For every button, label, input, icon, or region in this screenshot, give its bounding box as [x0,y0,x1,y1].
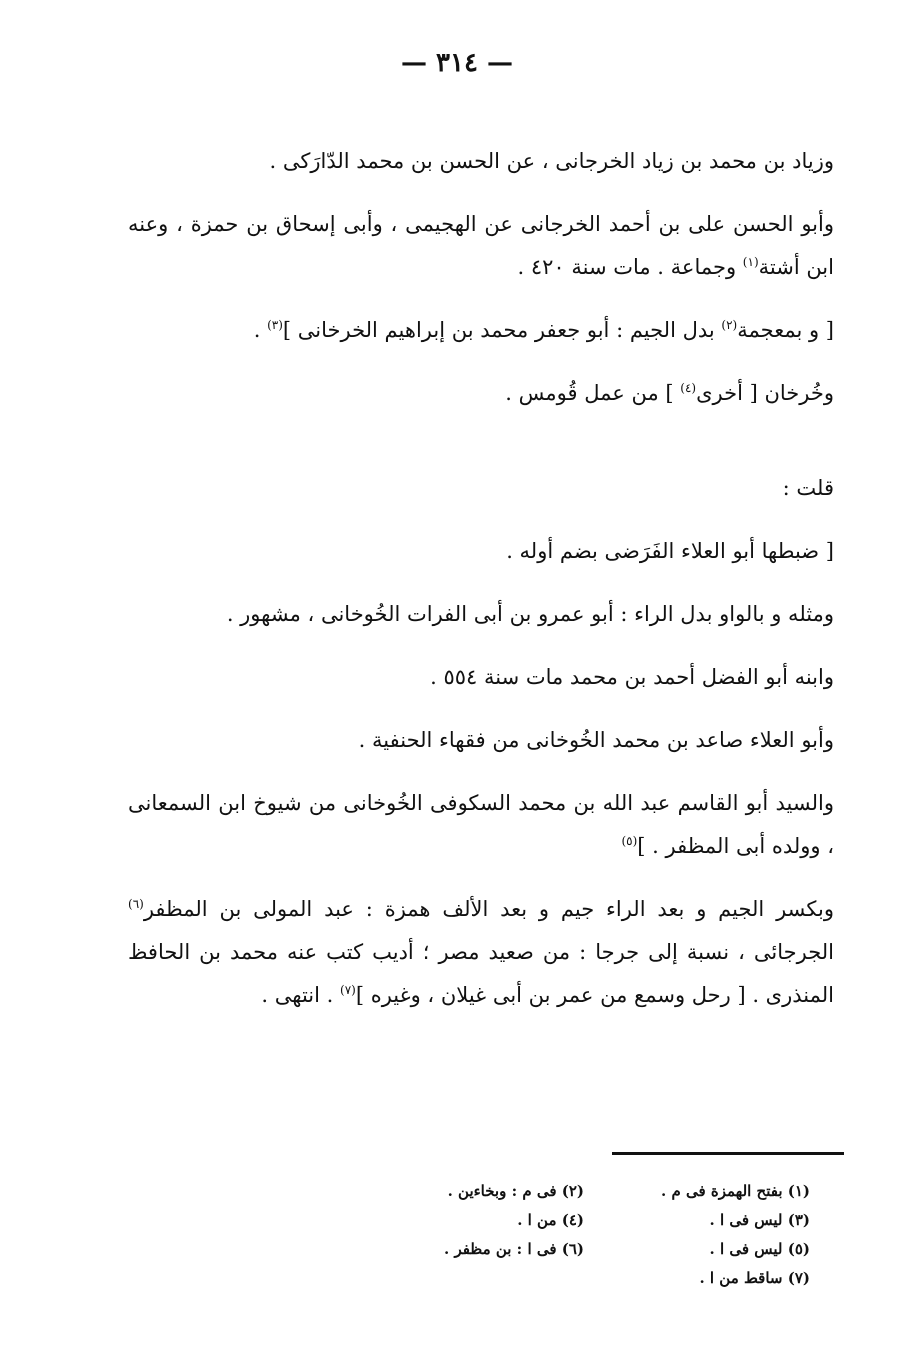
footnote-marker: (١) [742,255,759,269]
footnote-divider [612,1152,844,1155]
footnote-marker: (٤) [680,381,697,395]
section-heading [128,467,834,510]
paragraph-text: وأبو الحسن على بن أحمد الخرجانى عن الهجيمى ، وأبى إسحاق بن حمزة ، وعنه ابن أشتة [128,212,834,279]
footnote-row [300,1265,810,1291]
footnote-marker: (٦) [128,897,144,911]
footnote: (٧) ساقط من ا . [699,1269,810,1287]
paragraph [128,782,834,868]
footnote-marker: (٥) [621,834,638,848]
footnote-row [300,1178,810,1204]
footnote-marker: (٣) [267,318,283,332]
paragraph [128,140,834,183]
footnote: (١) بفتح الهمزة فى م . [661,1182,810,1200]
paragraph [128,719,834,762]
paragraph-text: . انتهى . [261,983,340,1007]
paragraph-text: وجماعة . مات سنة ٤٢٠ . [517,255,743,279]
footnote-row [300,1236,810,1262]
paragraph-text: . [253,318,268,342]
paragraph-text: [ و بمعجمة [737,318,834,342]
paragraph-text: بدل الجيم : أبو جعفر محمد بن إبراهيم الخرخانى ] [282,318,722,342]
paragraph-text: وبكسر الجيم و بعد الراء جيم و بعد الألف همزة : عبد المولى بن المظفر [143,897,834,921]
paragraph-text: وخُرخان [ أخرى [696,381,834,405]
footnote: (٢) فى م : وبخاءين . [447,1182,584,1200]
paragraph-text: والسيد أبو القاسم عبد الله بن محمد السكوفى الخُوخانى من شيوخ ابن السمعانى ، وولده أبى المظفر . ] [128,791,834,858]
paragraph [128,372,834,415]
page-number: — ٣١٤ — [400,48,514,78]
paragraph-text: وزياد بن محمد بن زياد الخرجانى ، عن الحسن بن محمد الدّارَكى . [269,149,834,173]
footnote: (٣) ليس فى ا . [709,1211,810,1229]
paragraph [128,530,834,573]
section-gap [128,435,834,467]
paragraph-text: ] من عمل قُومس . [505,381,681,405]
main-text [128,140,834,1037]
paragraph [128,593,834,636]
paragraph [128,203,834,289]
footnote-marker: (٧) [340,983,356,997]
footnote: (٥) ليس فى ا . [709,1240,810,1258]
footnote [304,1265,584,1291]
paragraph-text: الجرجائى ، نسبة إلى جرجا : من صعيد مصر ؛ أديب كتب عنه محمد بن الحافظ المنذرى . [ رحل وسمع من عمر بن أبى غيلان ، وغيره ] [128,940,834,1007]
paragraph [128,888,834,1017]
footnote: (٦) فى ا : بن مظفر . [444,1240,584,1258]
paragraph-text: ومثله و بالواو بدل الراء : أبو عمرو بن أبى الفرات الخُوخانى ، مشهور . [226,602,834,626]
paragraph [128,309,834,352]
footnotes [300,1178,810,1294]
paragraph-text: وأبو العلاء صاعد بن محمد الخُوخانى من فقهاء الحنفية . [358,728,834,752]
footnote: (٤) من ا . [517,1211,584,1229]
footnote-marker: (٢) [721,318,738,332]
footnote-row [300,1207,810,1233]
paragraph-text: وابنه أبو الفضل أحمد بن محمد مات سنة ٥٥٤ . [430,665,834,689]
paragraph [128,656,834,699]
paragraph-text: [ ضبطها أبو العلاء الفَرَضى بضم أوله . [506,539,834,563]
heading-text: قلت : [782,476,834,500]
